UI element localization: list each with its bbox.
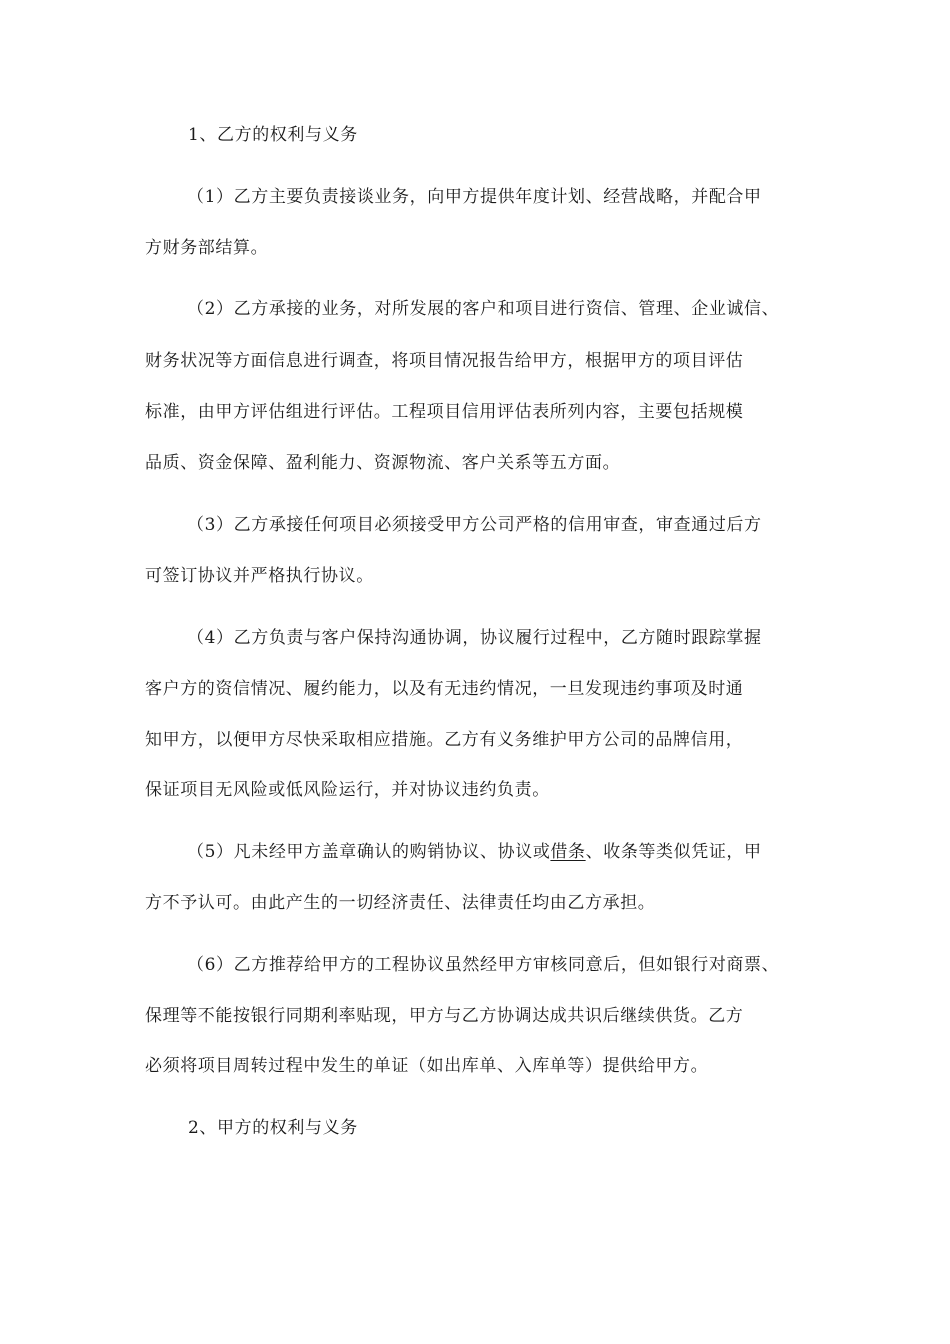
paragraph-4-line-3: 知甲方，以便甲方尽快采取相应措施。乙方有义务维护甲方公司的品牌信用， bbox=[145, 730, 744, 750]
paragraph-4-line-1: （4）乙方负责与客户保持沟通协调，协议履行过程中，乙方随时跟踪掌握 bbox=[187, 628, 762, 648]
paragraph-4-line-4: 保证项目无风险或低风险运行，并对协议违约负责。 bbox=[145, 780, 550, 800]
paragraph-5-line-2: 方不予认可。由此产生的一切经济责任、法律责任均由乙方承担。 bbox=[145, 893, 656, 913]
paragraph-6-line-3: 必须将项目周转过程中发生的单证（如出库单、入库单等）提供给甲方。 bbox=[145, 1056, 709, 1076]
section-heading-1: 1、乙方的权利与义务 bbox=[188, 125, 358, 145]
paragraph-1-line-1: （1）乙方主要负责接谈业务，向甲方提供年度计划、经营战略，并配合甲 bbox=[187, 187, 762, 207]
paragraph-5-text-c: 、收条等类似凭证，甲 bbox=[585, 842, 762, 862]
paragraph-5-text-a: （5）凡未经甲方盖章确认的购销协议、协议或 bbox=[187, 842, 551, 862]
paragraph-3-line-1: （3）乙方承接任何项目必须接受甲方公司严格的信用审查，审查通过后方 bbox=[187, 515, 762, 535]
underlined-term: 借条 bbox=[550, 842, 586, 862]
paragraph-4-line-2: 客户方的资信情况、履约能力，以及有无违约情况，一旦发现违约事项及时通 bbox=[145, 679, 744, 699]
paragraph-6-line-1: （6）乙方推荐给甲方的工程协议虽然经甲方审核同意后，但如银行对商票、 bbox=[187, 955, 780, 975]
paragraph-3-line-2: 可签订协议并严格执行协议。 bbox=[145, 566, 374, 586]
paragraph-6-line-2: 保理等不能按银行同期利率贴现，甲方与乙方协调达成共识后继续供货。乙方 bbox=[145, 1006, 744, 1026]
section-heading-2: 2、甲方的权利与义务 bbox=[188, 1118, 358, 1138]
paragraph-1-line-2: 方财务部结算。 bbox=[145, 238, 269, 258]
paragraph-2-line-3: 标准，由甲方评估组进行评估。工程项目信用评估表所列内容，主要包括规模 bbox=[145, 402, 744, 422]
paragraph-2-line-4: 品质、资金保障、盈利能力、资源物流、客户关系等五方面。 bbox=[145, 453, 621, 473]
paragraph-2-line-1: （2）乙方承接的业务，对所发展的客户和项目进行资信、管理、企业诚信、 bbox=[187, 299, 780, 319]
paragraph-5-line-1 bbox=[187, 840, 762, 864]
paragraph-2-line-2: 财务状况等方面信息进行调查，将项目情况报告给甲方，根据甲方的项目评估 bbox=[145, 351, 744, 371]
